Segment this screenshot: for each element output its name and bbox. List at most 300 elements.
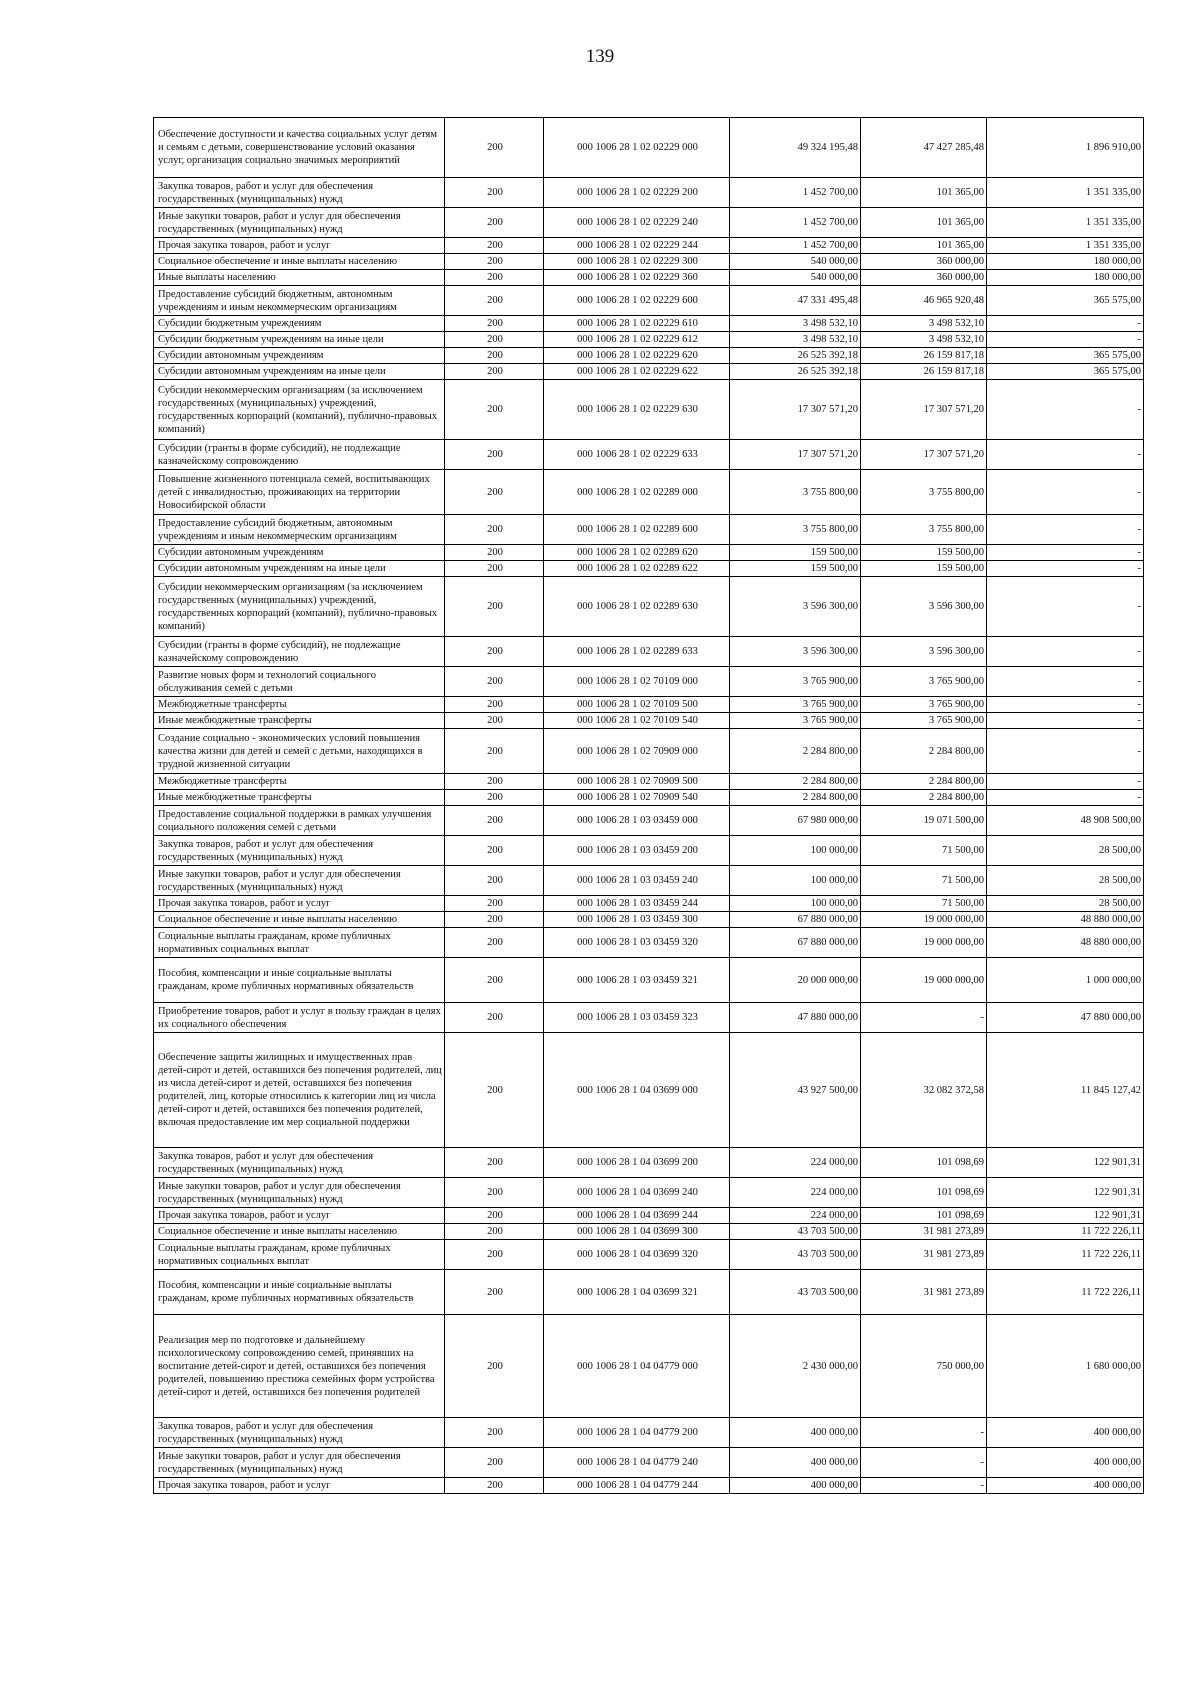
cell-name: Субсидии автономным учреждениям [154, 348, 445, 364]
cell-executed: 3 498 532,10 [861, 332, 987, 348]
cell-name: Предоставление субсидий бюджетным, автономным учреждениям и иным некоммерческим организациям [154, 515, 445, 545]
cell-executed: 3 755 800,00 [861, 515, 987, 545]
cell-executed: 3 765 900,00 [861, 667, 987, 697]
cell-name: Закупка товаров, работ и услуг для обеспечения государственных (муниципальных) нужд [154, 1418, 445, 1448]
cell-approved: 400 000,00 [730, 1418, 861, 1448]
cell-budget-code: 000 1006 28 1 02 02229 620 [544, 348, 730, 364]
cell-approved: 43 703 500,00 [730, 1240, 861, 1270]
cell-executed: 71 500,00 [861, 896, 987, 912]
cell-name: Создание социально - экономических условий повышения качества жизни для детей и семей с детьми, находящихся в трудной жизненной ситуации [154, 729, 445, 774]
cell-approved: 224 000,00 [730, 1148, 861, 1178]
table-row [154, 118, 1144, 178]
cell-approved: 67 880 000,00 [730, 928, 861, 958]
cell-code: 200 [445, 1270, 544, 1315]
cell-name: Иные закупки товаров, работ и услуг для обеспечения государственных (муниципальных) нужд [154, 208, 445, 238]
table-row [154, 1208, 1144, 1224]
cell-name: Иные закупки товаров, работ и услуг для обеспечения государственных (муниципальных) нужд [154, 1178, 445, 1208]
table-row [154, 545, 1144, 561]
cell-approved: 400 000,00 [730, 1478, 861, 1494]
cell-remaining: 365 575,00 [987, 286, 1144, 316]
table-row [154, 928, 1144, 958]
cell-name: Предоставление социальной поддержки в рамках улучшения социального положения семей с детьми [154, 806, 445, 836]
cell-code: 200 [445, 713, 544, 729]
cell-remaining: - [987, 667, 1144, 697]
cell-executed: 46 965 920,48 [861, 286, 987, 316]
cell-name: Субсидии некоммерческим организациям (за исключением государственных (муниципальных) учреждений, государственных корпораций (компаний), публично-правовых компаний) [154, 577, 445, 637]
cell-approved: 17 307 571,20 [730, 440, 861, 470]
cell-budget-code: 000 1006 28 1 02 02289 622 [544, 561, 730, 577]
cell-code: 200 [445, 667, 544, 697]
cell-approved: 49 324 195,48 [730, 118, 861, 178]
cell-executed: - [861, 1003, 987, 1033]
cell-budget-code: 000 1006 28 1 02 70109 540 [544, 713, 730, 729]
table-row [154, 806, 1144, 836]
table-row [154, 348, 1144, 364]
cell-budget-code: 000 1006 28 1 02 70909 540 [544, 790, 730, 806]
table-row [154, 440, 1144, 470]
cell-name: Межбюджетные трансферты [154, 774, 445, 790]
table-row [154, 1240, 1144, 1270]
cell-executed: 19 000 000,00 [861, 958, 987, 1003]
cell-name: Социальное обеспечение и иные выплаты населению [154, 254, 445, 270]
cell-executed: 17 307 571,20 [861, 380, 987, 440]
cell-remaining: - [987, 316, 1144, 332]
table-row [154, 896, 1144, 912]
cell-code: 200 [445, 1148, 544, 1178]
cell-approved: 100 000,00 [730, 896, 861, 912]
cell-budget-code: 000 1006 28 1 04 04779 200 [544, 1418, 730, 1448]
table-row [154, 270, 1144, 286]
cell-executed: 360 000,00 [861, 254, 987, 270]
cell-approved: 26 525 392,18 [730, 364, 861, 380]
cell-code: 200 [445, 790, 544, 806]
cell-name: Социальное обеспечение и иные выплаты населению [154, 912, 445, 928]
table-body [154, 118, 1144, 1494]
cell-executed: 19 071 500,00 [861, 806, 987, 836]
cell-approved: 3 765 900,00 [730, 667, 861, 697]
table-row [154, 1418, 1144, 1448]
cell-code: 200 [445, 254, 544, 270]
cell-name: Социальное обеспечение и иные выплаты населению [154, 1224, 445, 1240]
cell-executed: - [861, 1478, 987, 1494]
table-row [154, 1003, 1144, 1033]
cell-executed: 3 596 300,00 [861, 637, 987, 667]
cell-code: 200 [445, 515, 544, 545]
cell-budget-code: 000 1006 28 1 02 02289 620 [544, 545, 730, 561]
cell-budget-code: 000 1006 28 1 03 03459 200 [544, 836, 730, 866]
cell-code: 200 [445, 896, 544, 912]
cell-approved: 43 927 500,00 [730, 1033, 861, 1148]
cell-code: 200 [445, 806, 544, 836]
cell-name: Обеспечение доступности и качества социальных услуг детям и семьям с детьми, совершенствование условий оказания услуг, организация социально значимых мероприятий [154, 118, 445, 178]
cell-remaining: - [987, 380, 1144, 440]
cell-remaining: - [987, 637, 1144, 667]
cell-approved: 47 331 495,48 [730, 286, 861, 316]
table-row [154, 515, 1144, 545]
cell-remaining: 122 901,31 [987, 1178, 1144, 1208]
cell-remaining: - [987, 713, 1144, 729]
cell-executed: 3 498 532,10 [861, 316, 987, 332]
table-row [154, 1448, 1144, 1478]
cell-name: Иные межбюджетные трансферты [154, 790, 445, 806]
cell-executed: 3 765 900,00 [861, 697, 987, 713]
cell-executed: 3 755 800,00 [861, 470, 987, 515]
cell-approved: 3 596 300,00 [730, 577, 861, 637]
table-row [154, 1315, 1144, 1418]
table-row [154, 667, 1144, 697]
cell-budget-code: 000 1006 28 1 02 02289 633 [544, 637, 730, 667]
cell-remaining: 1 000 000,00 [987, 958, 1144, 1003]
cell-executed: 3 596 300,00 [861, 577, 987, 637]
cell-executed: 31 981 273,89 [861, 1270, 987, 1315]
cell-executed: 3 765 900,00 [861, 713, 987, 729]
cell-approved: 67 880 000,00 [730, 912, 861, 928]
cell-budget-code: 000 1006 28 1 02 02229 633 [544, 440, 730, 470]
cell-remaining: 48 880 000,00 [987, 928, 1144, 958]
cell-approved: 3 765 900,00 [730, 697, 861, 713]
table-row [154, 713, 1144, 729]
cell-name: Закупка товаров, работ и услуг для обеспечения государственных (муниципальных) нужд [154, 836, 445, 866]
cell-executed: 2 284 800,00 [861, 774, 987, 790]
cell-name: Прочая закупка товаров, работ и услуг [154, 896, 445, 912]
cell-code: 200 [445, 470, 544, 515]
cell-budget-code: 000 1006 28 1 03 03459 244 [544, 896, 730, 912]
cell-remaining: 180 000,00 [987, 270, 1144, 286]
cell-remaining: - [987, 790, 1144, 806]
cell-executed: 2 284 800,00 [861, 729, 987, 774]
cell-executed: 47 427 285,48 [861, 118, 987, 178]
cell-executed: 101 098,69 [861, 1148, 987, 1178]
table-row [154, 238, 1144, 254]
cell-name: Социальные выплаты гражданам, кроме публичных нормативных социальных выплат [154, 1240, 445, 1270]
cell-name: Субсидии (гранты в форме субсидий), не подлежащие казначейскому сопровождению [154, 440, 445, 470]
cell-budget-code: 000 1006 28 1 04 03699 240 [544, 1178, 730, 1208]
cell-budget-code: 000 1006 28 1 02 02229 300 [544, 254, 730, 270]
cell-budget-code: 000 1006 28 1 04 03699 200 [544, 1148, 730, 1178]
cell-remaining: 28 500,00 [987, 866, 1144, 896]
table-row [154, 912, 1144, 928]
cell-code: 200 [445, 577, 544, 637]
table-row [154, 836, 1144, 866]
cell-name: Пособия, компенсации и иные социальные выплаты гражданам, кроме публичных нормативных обязательств [154, 958, 445, 1003]
cell-name: Субсидии автономным учреждениям на иные цели [154, 364, 445, 380]
cell-executed: 101 365,00 [861, 178, 987, 208]
cell-code: 200 [445, 545, 544, 561]
cell-executed: 31 981 273,89 [861, 1224, 987, 1240]
cell-budget-code: 000 1006 28 1 03 03459 000 [544, 806, 730, 836]
cell-budget-code: 000 1006 28 1 02 02289 600 [544, 515, 730, 545]
cell-code: 200 [445, 1418, 544, 1448]
cell-executed: 750 000,00 [861, 1315, 987, 1418]
cell-code: 200 [445, 1224, 544, 1240]
cell-code: 200 [445, 836, 544, 866]
cell-budget-code: 000 1006 28 1 04 03699 321 [544, 1270, 730, 1315]
cell-executed: 19 000 000,00 [861, 912, 987, 928]
cell-budget-code: 000 1006 28 1 02 02229 622 [544, 364, 730, 380]
cell-code: 200 [445, 332, 544, 348]
cell-budget-code: 000 1006 28 1 02 70909 500 [544, 774, 730, 790]
cell-budget-code: 000 1006 28 1 02 02229 240 [544, 208, 730, 238]
table-row [154, 178, 1144, 208]
cell-remaining: - [987, 332, 1144, 348]
cell-budget-code: 000 1006 28 1 02 02229 610 [544, 316, 730, 332]
cell-remaining: 1 351 335,00 [987, 238, 1144, 254]
cell-approved: 2 284 800,00 [730, 790, 861, 806]
cell-executed: 32 082 372,58 [861, 1033, 987, 1148]
cell-approved: 67 980 000,00 [730, 806, 861, 836]
cell-executed: 26 159 817,18 [861, 364, 987, 380]
cell-approved: 100 000,00 [730, 836, 861, 866]
cell-remaining: - [987, 729, 1144, 774]
cell-code: 200 [445, 637, 544, 667]
cell-name: Субсидии автономным учреждениям на иные цели [154, 561, 445, 577]
cell-executed: - [861, 1448, 987, 1478]
cell-name: Социальные выплаты гражданам, кроме публичных нормативных социальных выплат [154, 928, 445, 958]
cell-approved: 159 500,00 [730, 561, 861, 577]
cell-remaining: 122 901,31 [987, 1208, 1144, 1224]
table-row [154, 1178, 1144, 1208]
cell-remaining: 1 351 335,00 [987, 208, 1144, 238]
cell-executed: - [861, 1418, 987, 1448]
table-row [154, 332, 1144, 348]
cell-executed: 101 365,00 [861, 238, 987, 254]
cell-approved: 2 430 000,00 [730, 1315, 861, 1418]
table-row [154, 470, 1144, 515]
cell-budget-code: 000 1006 28 1 02 02229 630 [544, 380, 730, 440]
cell-remaining: 1 680 000,00 [987, 1315, 1144, 1418]
cell-approved: 540 000,00 [730, 270, 861, 286]
cell-approved: 400 000,00 [730, 1448, 861, 1478]
cell-name: Субсидии (гранты в форме субсидий), не подлежащие казначейскому сопровождению [154, 637, 445, 667]
cell-approved: 3 755 800,00 [730, 470, 861, 515]
cell-name: Пособия, компенсации и иные социальные выплаты гражданам, кроме публичных нормативных обязательств [154, 1270, 445, 1315]
cell-budget-code: 000 1006 28 1 04 03699 320 [544, 1240, 730, 1270]
cell-budget-code: 000 1006 28 1 02 02229 360 [544, 270, 730, 286]
cell-budget-code: 000 1006 28 1 03 03459 240 [544, 866, 730, 896]
cell-name: Прочая закупка товаров, работ и услуг [154, 1478, 445, 1494]
cell-name: Закупка товаров, работ и услуг для обеспечения государственных (муниципальных) нужд [154, 178, 445, 208]
cell-remaining: 48 880 000,00 [987, 912, 1144, 928]
cell-remaining: 28 500,00 [987, 896, 1144, 912]
cell-code: 200 [445, 364, 544, 380]
cell-executed: 17 307 571,20 [861, 440, 987, 470]
cell-code: 200 [445, 1003, 544, 1033]
cell-approved: 1 452 700,00 [730, 238, 861, 254]
cell-code: 200 [445, 1448, 544, 1478]
cell-code: 200 [445, 286, 544, 316]
cell-approved: 20 000 000,00 [730, 958, 861, 1003]
cell-remaining: - [987, 515, 1144, 545]
cell-name: Иные закупки товаров, работ и услуг для обеспечения государственных (муниципальных) нужд [154, 866, 445, 896]
cell-code: 200 [445, 866, 544, 896]
table-row [154, 561, 1144, 577]
cell-code: 200 [445, 316, 544, 332]
cell-budget-code: 000 1006 28 1 03 03459 300 [544, 912, 730, 928]
table-row [154, 364, 1144, 380]
cell-budget-code: 000 1006 28 1 02 02229 600 [544, 286, 730, 316]
cell-executed: 101 098,69 [861, 1208, 987, 1224]
cell-budget-code: 000 1006 28 1 02 02229 612 [544, 332, 730, 348]
cell-budget-code: 000 1006 28 1 03 03459 321 [544, 958, 730, 1003]
cell-executed: 159 500,00 [861, 561, 987, 577]
cell-approved: 26 525 392,18 [730, 348, 861, 364]
cell-code: 200 [445, 729, 544, 774]
cell-remaining: - [987, 561, 1144, 577]
cell-code: 200 [445, 1315, 544, 1418]
cell-executed: 101 098,69 [861, 1178, 987, 1208]
cell-budget-code: 000 1006 28 1 02 70109 500 [544, 697, 730, 713]
cell-approved: 3 755 800,00 [730, 515, 861, 545]
table-row [154, 637, 1144, 667]
cell-approved: 2 284 800,00 [730, 774, 861, 790]
table-row [154, 790, 1144, 806]
cell-executed: 159 500,00 [861, 545, 987, 561]
cell-name: Межбюджетные трансферты [154, 697, 445, 713]
cell-code: 200 [445, 178, 544, 208]
cell-code: 200 [445, 928, 544, 958]
cell-remaining: 11 845 127,42 [987, 1033, 1144, 1148]
cell-approved: 1 452 700,00 [730, 178, 861, 208]
cell-code: 200 [445, 440, 544, 470]
cell-name: Субсидии бюджетным учреждениям [154, 316, 445, 332]
cell-name: Иные закупки товаров, работ и услуг для обеспечения государственных (муниципальных) нужд [154, 1448, 445, 1478]
cell-budget-code: 000 1006 28 1 04 03699 000 [544, 1033, 730, 1148]
cell-budget-code: 000 1006 28 1 02 02229 200 [544, 178, 730, 208]
cell-executed: 26 159 817,18 [861, 348, 987, 364]
cell-code: 200 [445, 561, 544, 577]
cell-name: Развитие новых форм и технологий социального обслуживания семей с детьми [154, 667, 445, 697]
cell-code: 200 [445, 1033, 544, 1148]
cell-remaining: 11 722 226,11 [987, 1240, 1144, 1270]
cell-executed: 2 284 800,00 [861, 790, 987, 806]
cell-approved: 159 500,00 [730, 545, 861, 561]
cell-code: 200 [445, 1478, 544, 1494]
cell-name: Предоставление субсидий бюджетным, автономным учреждениям и иным некоммерческим организациям [154, 286, 445, 316]
cell-remaining: 1 896 910,00 [987, 118, 1144, 178]
cell-remaining: 11 722 226,11 [987, 1270, 1144, 1315]
cell-name: Реализация мер по подготовке и дальнейшему психологическому сопровождению семей, принявших на воспитание детей-сирот и детей, оставшихся без попечения родителей, повышению престижа семейных форм устройства детей-сирот и детей, оставшихся без попечения родителей [154, 1315, 445, 1418]
cell-approved: 3 498 532,10 [730, 316, 861, 332]
cell-name: Прочая закупка товаров, работ и услуг [154, 238, 445, 254]
table-row [154, 866, 1144, 896]
cell-remaining: 11 722 226,11 [987, 1224, 1144, 1240]
cell-name: Закупка товаров, работ и услуг для обеспечения государственных (муниципальных) нужд [154, 1148, 445, 1178]
cell-budget-code: 000 1006 28 1 04 03699 300 [544, 1224, 730, 1240]
cell-executed: 19 000 000,00 [861, 928, 987, 958]
cell-approved: 100 000,00 [730, 866, 861, 896]
table-row [154, 1270, 1144, 1315]
cell-approved: 540 000,00 [730, 254, 861, 270]
table-row [154, 1478, 1144, 1494]
cell-code: 200 [445, 348, 544, 364]
cell-name: Повышение жизненного потенциала семей, воспитывающих детей с инвалидностью, проживающих на территории Новосибирской области [154, 470, 445, 515]
table-row [154, 1224, 1144, 1240]
cell-code: 200 [445, 697, 544, 713]
cell-remaining: 1 351 335,00 [987, 178, 1144, 208]
cell-executed: 101 365,00 [861, 208, 987, 238]
cell-budget-code: 000 1006 28 1 02 02229 000 [544, 118, 730, 178]
cell-approved: 224 000,00 [730, 1208, 861, 1224]
cell-code: 200 [445, 118, 544, 178]
cell-approved: 43 703 500,00 [730, 1224, 861, 1240]
cell-approved: 43 703 500,00 [730, 1270, 861, 1315]
cell-code: 200 [445, 912, 544, 928]
budget-execution-table [153, 117, 1144, 1494]
cell-executed: 71 500,00 [861, 836, 987, 866]
cell-code: 200 [445, 958, 544, 1003]
cell-executed: 31 981 273,89 [861, 1240, 987, 1270]
table-row [154, 577, 1144, 637]
table-row [154, 729, 1144, 774]
cell-budget-code: 000 1006 28 1 04 03699 244 [544, 1208, 730, 1224]
cell-budget-code: 000 1006 28 1 04 04779 000 [544, 1315, 730, 1418]
cell-name: Субсидии бюджетным учреждениям на иные цели [154, 332, 445, 348]
cell-budget-code: 000 1006 28 1 03 03459 323 [544, 1003, 730, 1033]
cell-budget-code: 000 1006 28 1 02 02289 000 [544, 470, 730, 515]
cell-remaining: 365 575,00 [987, 348, 1144, 364]
cell-remaining: 48 908 500,00 [987, 806, 1144, 836]
table-row [154, 208, 1144, 238]
cell-approved: 17 307 571,20 [730, 380, 861, 440]
cell-code: 200 [445, 1208, 544, 1224]
cell-budget-code: 000 1006 28 1 02 02229 244 [544, 238, 730, 254]
table-row [154, 1033, 1144, 1148]
cell-budget-code: 000 1006 28 1 02 70909 000 [544, 729, 730, 774]
cell-remaining: - [987, 470, 1144, 515]
cell-approved: 3 596 300,00 [730, 637, 861, 667]
table-row [154, 286, 1144, 316]
cell-remaining: - [987, 697, 1144, 713]
cell-budget-code: 000 1006 28 1 04 04779 240 [544, 1448, 730, 1478]
cell-remaining: 47 880 000,00 [987, 1003, 1144, 1033]
cell-remaining: 28 500,00 [987, 836, 1144, 866]
cell-remaining: - [987, 577, 1144, 637]
cell-approved: 1 452 700,00 [730, 208, 861, 238]
cell-name: Обеспечение защиты жилищных и имущественных прав детей-сирот и детей, оставшихся без попечения родителей, лиц из числа детей-сирот и детей, оставшихся без попечения родителей, лиц, которые относились к категории лиц из числа детей-сирот и детей, оставшихся без попечения родителей, включая предоставление им мер социальной поддержки [154, 1033, 445, 1148]
cell-remaining: - [987, 440, 1144, 470]
cell-remaining: 400 000,00 [987, 1448, 1144, 1478]
cell-approved: 47 880 000,00 [730, 1003, 861, 1033]
cell-name: Прочая закупка товаров, работ и услуг [154, 1208, 445, 1224]
cell-code: 200 [445, 238, 544, 254]
cell-name: Приобретение товаров, работ и услуг в пользу граждан в целях их социального обеспечения [154, 1003, 445, 1033]
table-row [154, 697, 1144, 713]
cell-remaining: 122 901,31 [987, 1148, 1144, 1178]
cell-approved: 2 284 800,00 [730, 729, 861, 774]
cell-budget-code: 000 1006 28 1 02 02289 630 [544, 577, 730, 637]
table-row [154, 774, 1144, 790]
cell-remaining: - [987, 545, 1144, 561]
cell-name: Субсидии автономным учреждениям [154, 545, 445, 561]
table-row [154, 254, 1144, 270]
cell-code: 200 [445, 270, 544, 286]
cell-remaining: 400 000,00 [987, 1478, 1144, 1494]
cell-code: 200 [445, 380, 544, 440]
page-number: 139 [585, 46, 615, 67]
cell-code: 200 [445, 774, 544, 790]
cell-code: 200 [445, 208, 544, 238]
cell-budget-code: 000 1006 28 1 02 70109 000 [544, 667, 730, 697]
cell-budget-code: 000 1006 28 1 03 03459 320 [544, 928, 730, 958]
cell-name: Иные межбюджетные трансферты [154, 713, 445, 729]
cell-budget-code: 000 1006 28 1 04 04779 244 [544, 1478, 730, 1494]
cell-remaining: 400 000,00 [987, 1418, 1144, 1448]
cell-code: 200 [445, 1178, 544, 1208]
table-row [154, 1148, 1144, 1178]
cell-remaining: 180 000,00 [987, 254, 1144, 270]
cell-approved: 3 498 532,10 [730, 332, 861, 348]
cell-name: Иные выплаты населению [154, 270, 445, 286]
